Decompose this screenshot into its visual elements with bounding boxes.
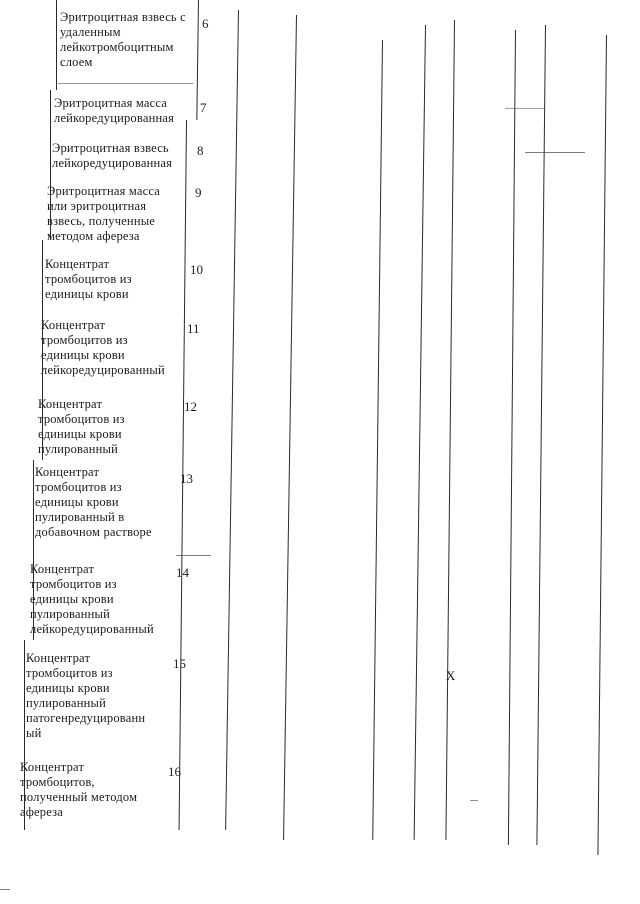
row-name: Эритроцитная масса лейкоредуцированная bbox=[54, 96, 175, 125]
stray-mark bbox=[470, 800, 478, 801]
row-number: 8 bbox=[197, 143, 204, 158]
column-divider-3 bbox=[283, 15, 297, 840]
stray-mark bbox=[505, 108, 545, 109]
row-number: 16 bbox=[168, 764, 181, 779]
column-divider-8 bbox=[536, 25, 546, 845]
cell-mark-x: X bbox=[446, 668, 456, 683]
row-number: 15 bbox=[173, 656, 186, 671]
row-name: Концентрат тромбоцитов из единицы крови лейкоредуцированный bbox=[41, 318, 165, 377]
column-divider-7 bbox=[508, 30, 516, 845]
row-number: 9 bbox=[195, 185, 202, 200]
row-number: 11 bbox=[187, 321, 200, 336]
column-divider-2 bbox=[225, 10, 239, 830]
column-divider-1 bbox=[196, 0, 199, 120]
column-divider-4 bbox=[372, 40, 383, 840]
row-name: Концентрат тромбоцитов из единицы крови пулированный лейкоредуцированный bbox=[30, 562, 154, 636]
row-number: 6 bbox=[202, 16, 209, 31]
row-number: 13 bbox=[180, 471, 193, 486]
row-name: Концентрат тромбоцитов из единицы крови пулированный bbox=[38, 397, 125, 456]
table-border-left bbox=[56, 0, 57, 90]
row-name: Концентрат тромбоцитов из единицы крови bbox=[45, 257, 132, 301]
column-divider-6 bbox=[445, 20, 455, 840]
row-name: Концентрат тромбоцитов, полученный методом афереза bbox=[20, 760, 138, 819]
column-divider-9 bbox=[597, 35, 607, 855]
row-number: 7 bbox=[200, 100, 207, 115]
row-number: 10 bbox=[190, 262, 203, 277]
row-number: 14 bbox=[176, 565, 189, 580]
stray-mark bbox=[525, 152, 585, 153]
row-number: 12 bbox=[184, 399, 197, 414]
row-name: Концентрат тромбоцитов из единицы крови пулированный патогенредуцированн ый bbox=[26, 651, 146, 740]
row-name: Эритроцитная масса или эритроцитная взвесь, полученные методом афереза bbox=[47, 184, 161, 243]
row-name: Концентрат тромбоцитов из единицы крови пулированный в добавочном растворе bbox=[35, 465, 152, 539]
row-divider bbox=[58, 83, 193, 84]
row-name: Эритроцитная взвесь с удаленным лейкотромбоцитным слоем bbox=[60, 10, 186, 69]
column-divider-5 bbox=[414, 25, 426, 840]
row-divider bbox=[176, 555, 211, 556]
bottom-mark bbox=[0, 889, 10, 890]
row-name: Эритроцитная взвесь лейкоредуцированная bbox=[52, 141, 173, 170]
